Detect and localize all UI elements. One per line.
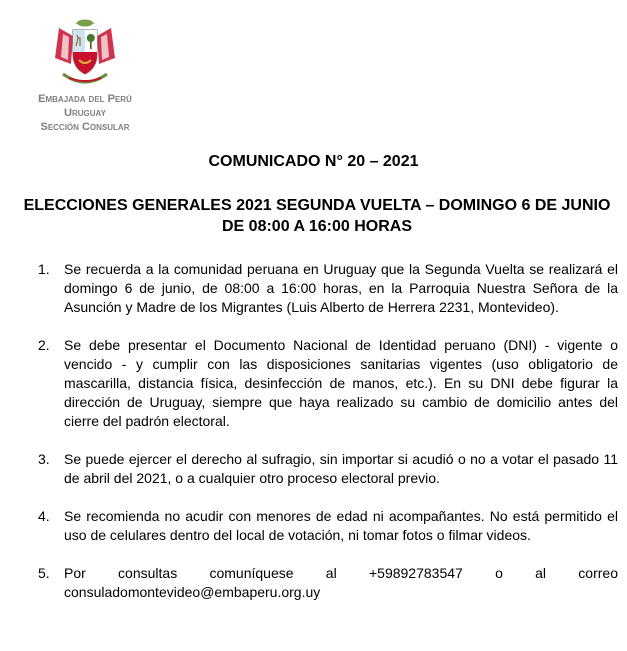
item-number: 4. xyxy=(38,508,50,524)
item-text: Se recuerda a la comunidad peruana en Uruguay que la Segunda Vuelta se realizará el domingo 6 de junio, de 08:00 a 16:00 horas, en la Parroquia Nuestra Señora de la Asunción y Madre de los Migrantes (Luis Alberto de Herrera 2231, Montevideo). xyxy=(64,261,618,315)
communique-title: COMUNICADO N° 20 – 2021 xyxy=(208,153,419,170)
item-text: Se debe presentar el Documento Nacional de Identidad peruano (DNI) - vigente o vencido - y cumplir con las disposiciones sanitarias vigentes (uso obligatorio de mascarilla, distancia física, desinfección de manos, etc.). En su DNI debe figurar la dirección de Uruguay, siempre que haya realizado su cambio de domicilio antes del cierre del padrón electoral. xyxy=(64,337,618,429)
communique-subtitle: ELECCIONES GENERALES 2021 SEGUNDA VUELTA – DOMINGO 6 DE JUNIO DE 08:00 A 16:00 HORAS xyxy=(23,197,611,235)
list-item xyxy=(38,336,618,431)
item-text: Se puede ejercer el derecho al sufragio, sin importar si acudió o no a votar el pasado 11 de abril del 2021, o a cualquier otro proceso electoral previo. xyxy=(64,451,618,486)
list-item xyxy=(38,450,618,488)
item-number: 3. xyxy=(38,451,50,467)
letterhead xyxy=(0,0,170,140)
item-number: 1. xyxy=(38,261,50,277)
item-text: Por consultas comuníquese al +59892783547 o al correo consuladomontevideo@embaperu.org.uy xyxy=(64,565,618,600)
peru-coat-of-arms-icon xyxy=(49,14,121,90)
list-item xyxy=(38,507,618,545)
org-line-embassy: Embajada del Perú xyxy=(38,93,132,105)
list-item xyxy=(38,260,618,317)
item-number: 5. xyxy=(38,565,50,581)
org-line-section: Sección Consular xyxy=(40,121,130,133)
list-item xyxy=(38,564,618,602)
item-text: Se recomienda no acudir con menores de edad ni acompañantes. No está permitido el uso de celulares dentro del local de votación, ni tomar fotos o filmar videos. xyxy=(64,508,618,543)
org-line-country: Uruguay xyxy=(64,107,106,119)
embassy-name xyxy=(14,92,156,134)
instructions-list xyxy=(38,260,618,621)
item-number: 2. xyxy=(38,337,50,353)
